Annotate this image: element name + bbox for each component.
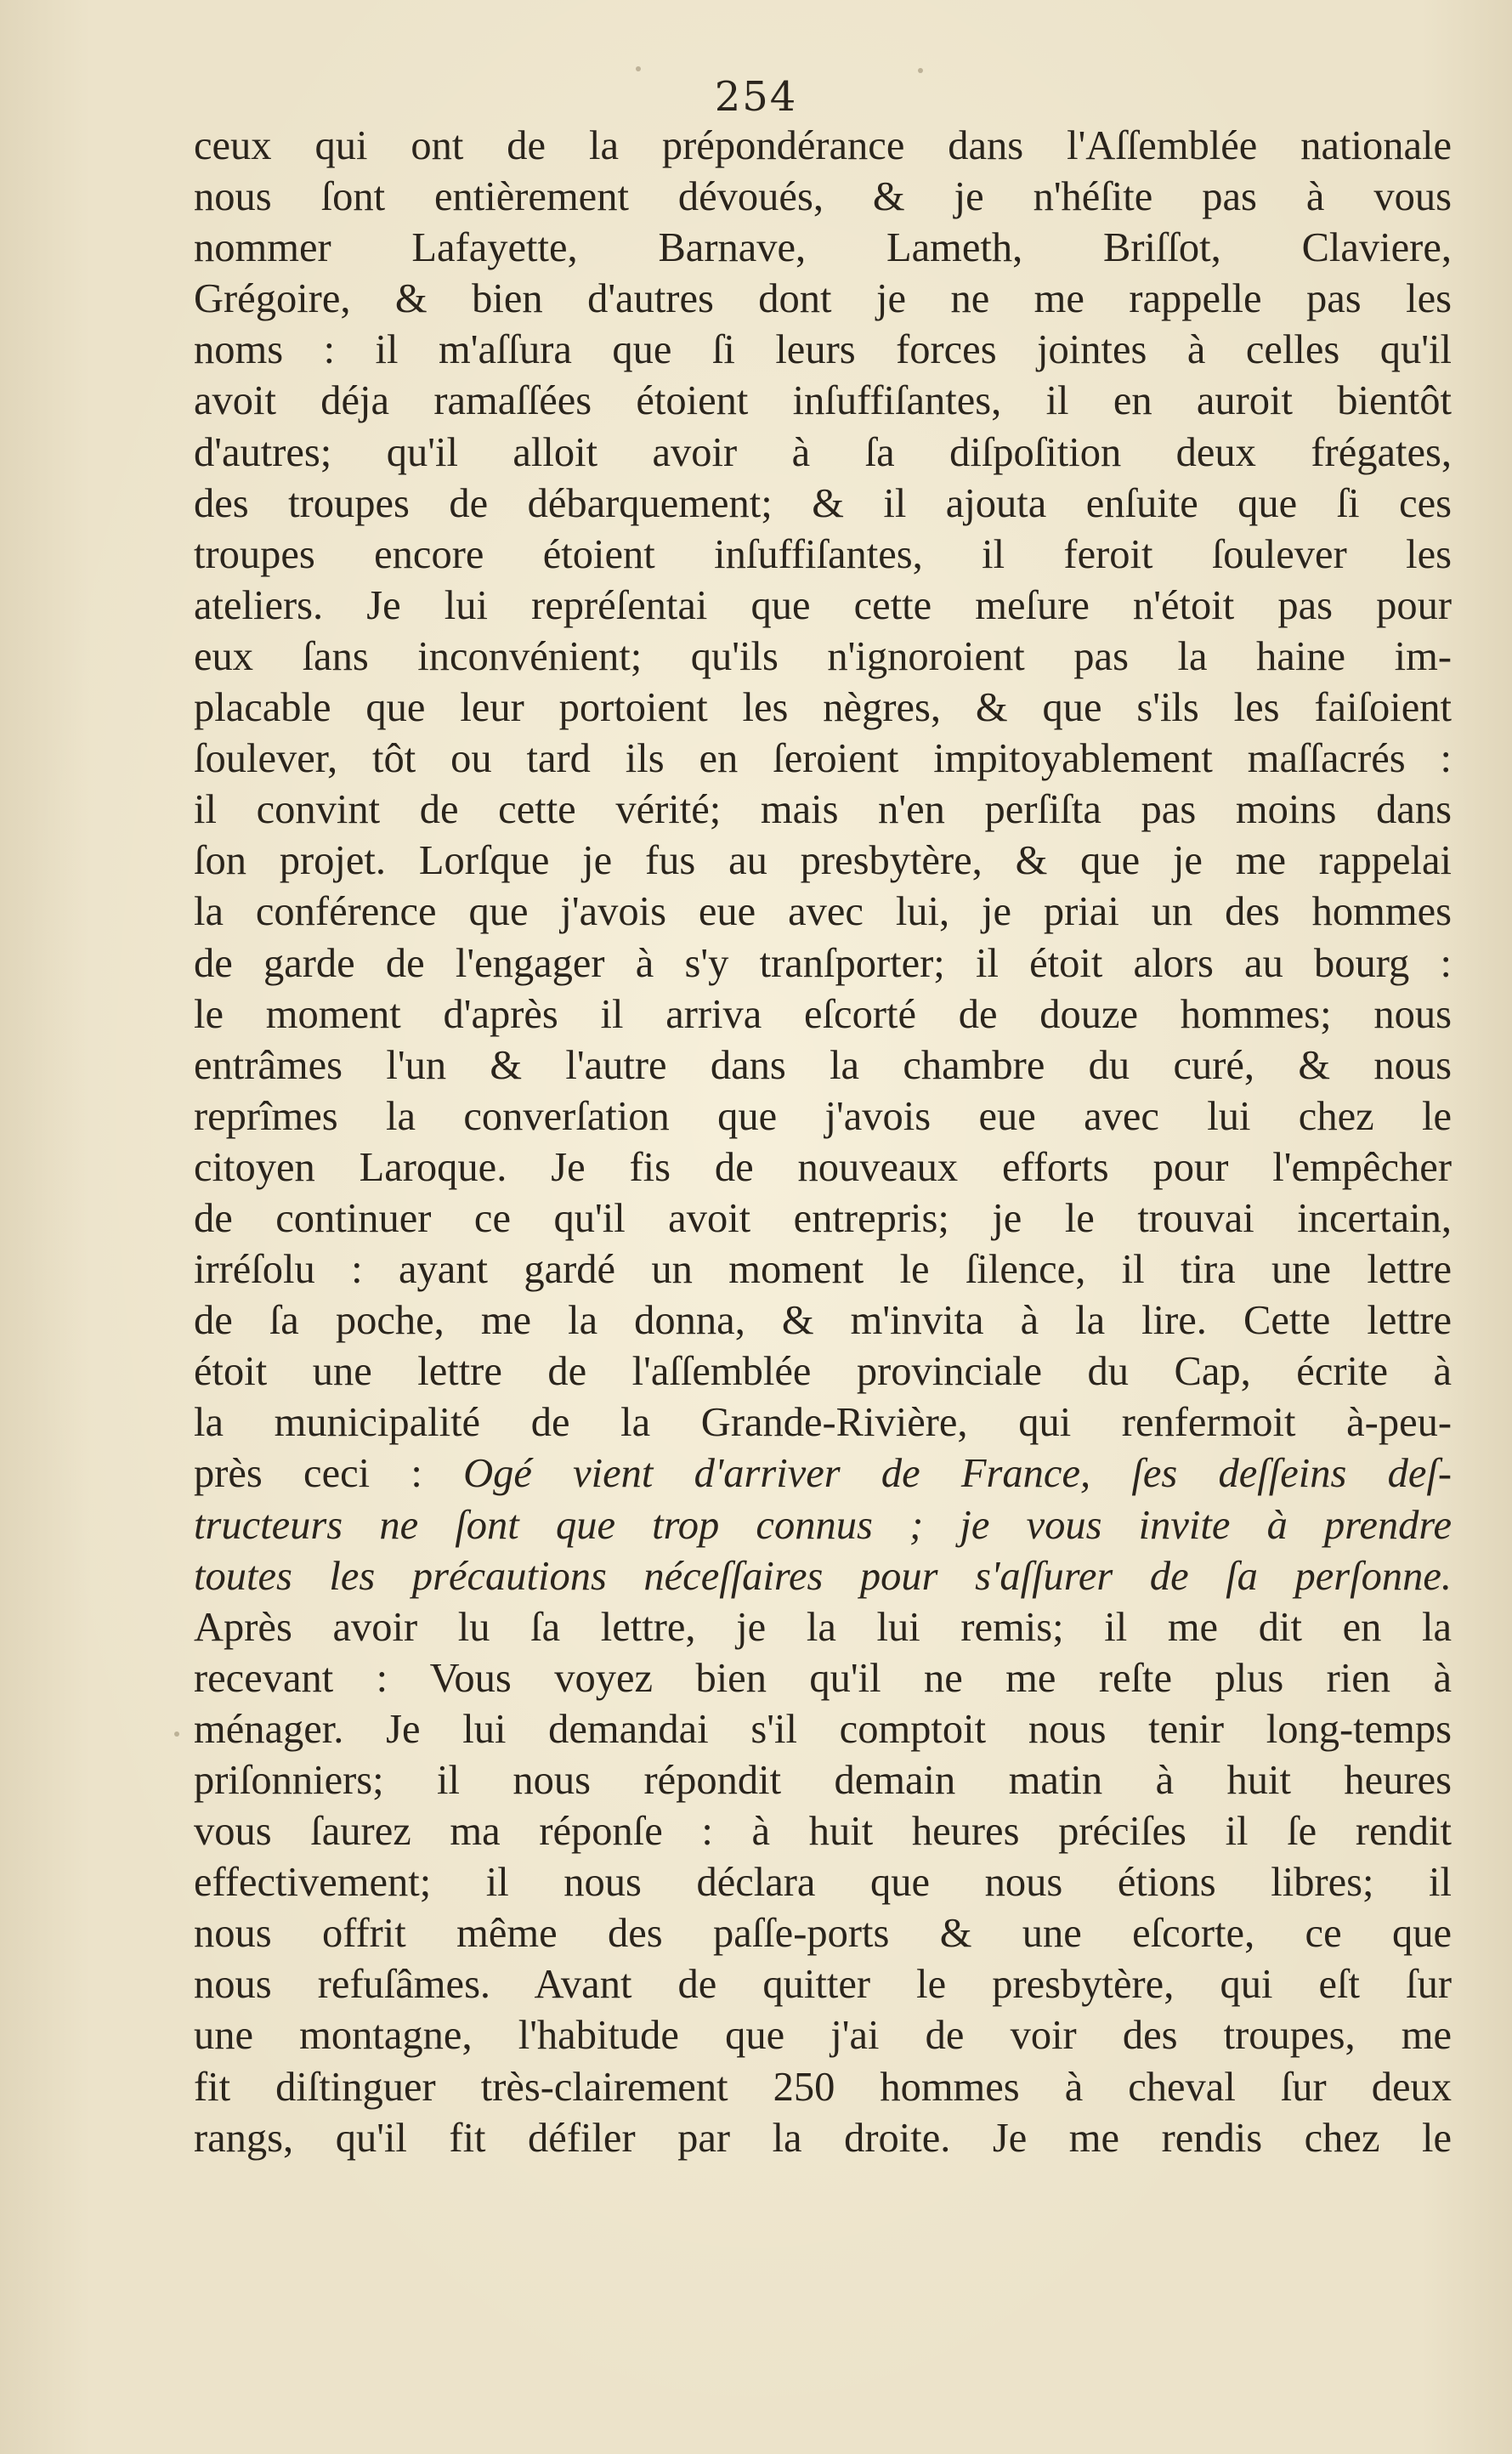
text-line: troupes encore étoient inſuffiſantes, il feroit ſoulever les — [194, 531, 1452, 577]
text-line: ſoulever, tôt ou tard ils en ſeroient impitoyablement maſſacrés : — [194, 736, 1452, 782]
text-line: Grégoire, & bien d'autres dont je ne me rappelle pas les — [194, 276, 1452, 322]
text-line: des troupes de débarquement; & il ajouta enſuite que ſi ces — [194, 480, 1452, 526]
text-line: de garde de l'engager à s'y tranſporter; il étoit alors au bourg : — [194, 940, 1452, 986]
text-line: noms : il m'aſſura que ſi leurs forces jointes à celles qu'il — [194, 327, 1452, 373]
text-line: placable que leur portoient les nègres, & que s'ils les faiſoient — [194, 685, 1452, 731]
text-line: entrâmes l'un & l'autre dans la chambre du curé, & nous — [194, 1042, 1452, 1088]
paper-speck — [174, 1731, 179, 1737]
text-line: recevant : Vous voyez bien qu'il ne me reſte plus rien à — [194, 1655, 1452, 1701]
text-line: nous offrit même des paſſe-ports & une eſcorte, ce que — [194, 1911, 1452, 1957]
text-line: nous refuſâmes. Avant de quitter le presbytère, qui eſt ſur — [194, 1962, 1452, 2008]
text-line: fit diſtinguer très-clairement 250 hommes à cheval ſur deux — [194, 2064, 1452, 2110]
paper-speck — [636, 66, 641, 71]
text-line: Après avoir lu ſa lettre, je la lui remis; il me dit en la — [194, 1604, 1452, 1650]
text-line: de ſa poche, me la donna, & m'invita à la lire. Cette lettre — [194, 1298, 1452, 1344]
text-line: nommer Lafayette, Barnave, Lameth, Briſſot, Claviere, — [194, 225, 1452, 271]
page-number: 254 — [714, 73, 798, 121]
text-line: reprîmes la converſation que j'avois eue avec lui chez le — [194, 1093, 1452, 1139]
body-text — [194, 121, 1452, 2164]
text-line: ménager. Je lui demandai s'il comptoit nous tenir long-temps — [194, 1706, 1452, 1752]
text-line: citoyen Laroque. Je fis de nouveaux efforts pour l'empêcher — [194, 1144, 1452, 1190]
text-italic: Ogé vient d'arriver de France, ſes deſſeins deſ- — [463, 1451, 1452, 1497]
text-line: la conférence que j'avois eue avec lui, je priai un des hommes — [194, 889, 1452, 935]
text-line: étoit une lettre de l'aſſemblée provinciale du Cap, écrite à — [194, 1349, 1452, 1395]
text-line: ceux qui ont de la prépondérance dans l'Aſſemblée nationale — [194, 123, 1452, 168]
text-line: une montagne, l'habitude que j'ai de voir des troupes, me — [194, 2013, 1452, 2059]
text-line: effectivement; il nous déclara que nous étions libres; il — [194, 1860, 1452, 1906]
text-line: la municipalité de la Grande-Rivière, qui renfermoit à-peu- — [194, 1400, 1452, 1446]
text-line: de continuer ce qu'il avoit entrepris; je le trouvai incertain, — [194, 1195, 1452, 1241]
text-line: rangs, qu'il fit défiler par la droite. Je me rendis chez le — [194, 2115, 1452, 2161]
text-line: d'autres; qu'il alloit avoir à ſa diſpoſition deux frégates, — [194, 429, 1452, 475]
text-line: nous ſont entièrement dévoués, & je n'héſite pas à vous — [194, 174, 1452, 220]
text-line: vous ſaurez ma réponſe : à huit heures préciſes il ſe rendit — [194, 1809, 1452, 1855]
text-line: il convint de cette vérité; mais n'en perſiſta pas moins dans — [194, 787, 1452, 833]
text-line-italic: toutes les précautions néceſſaires pour s'aſſurer de ſa perſonne. — [194, 1553, 1452, 1599]
paper-speck — [918, 68, 923, 73]
text-line: ſon projet. Lorſque je fus au presbytère, & que je me rappelai — [194, 838, 1452, 884]
text-line: ateliers. Je lui repréſentai que cette meſure n'étoit pas pour — [194, 582, 1452, 628]
text-line: irréſolu : ayant gardé un moment le ſilence, il tira une lettre — [194, 1247, 1452, 1293]
text-line: priſonniers; il nous répondit demain matin à huit heures — [194, 1758, 1452, 1803]
text-line: eux ſans inconvénient; qu'ils n'ignoroient pas la haine im- — [194, 633, 1452, 679]
text-line: le moment d'après il arriva eſcorté de douze hommes; nous — [194, 991, 1452, 1037]
text-line-italic-start — [194, 1448, 1452, 1499]
text-line: avoit déja ramaſſées étoient inſuffiſantes, il en auroit bientôt — [194, 378, 1452, 424]
text-line-italic: tructeurs ne ſont que trop connus ; je vous invite à prendre — [194, 1502, 1452, 1548]
text-roman: près ceci : — [194, 1451, 464, 1497]
